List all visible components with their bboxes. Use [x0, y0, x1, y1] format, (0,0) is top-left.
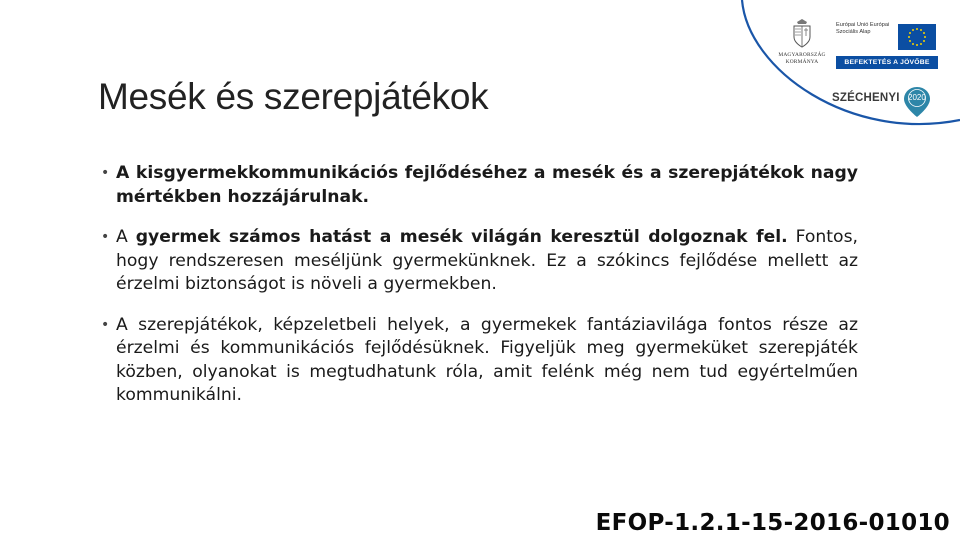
- government-line1: MAGYARORSZÁG: [778, 52, 826, 58]
- eu-text: Európai Unió Európai Szociális Alap: [836, 22, 890, 35]
- szechenyi-logo: [832, 90, 942, 124]
- bullet-list: [98, 162, 858, 421]
- location-pin-icon: [902, 86, 932, 118]
- project-code: EFOP-1.2.1-15-2016-01010: [595, 510, 950, 536]
- eu-logo: [836, 22, 938, 70]
- eu-banner: BEFEKTETÉS A JÖVŐBE: [836, 56, 938, 69]
- logo-area: [0, 0, 960, 140]
- bullet-text: A: [116, 227, 136, 248]
- szechenyi-text: SZÉCHENYI: [832, 92, 900, 104]
- bullet-bold-text: gyermek számos hatást a mesék világán keresztül dolgoznak fel.: [135, 227, 788, 248]
- government-line2: KORMÁNYA: [785, 58, 819, 65]
- bullet-item: [98, 314, 858, 408]
- szechenyi-year: 2020: [908, 93, 926, 102]
- eu-flag-icon: [898, 24, 936, 50]
- bullet-text: A szerepjátékok, képzeletbeli helyek, a gyermekek fantáziavilága fontos része az érzelmi és kommunikációs fejlődésüknek. Figyeljük meg gyermeküket szerepjáték közben, olyanokat is megtudhatunk róla, amit felénk még nem tud egyértelműen kommunikálni.: [116, 314, 858, 406]
- bullet-item: [98, 226, 858, 297]
- slide-title: Mesék és szerepjátékok: [98, 76, 489, 117]
- government-logo: [770, 18, 834, 76]
- bullet-bold-text: A kisgyermekkommunikációs fejlődéséhez a mesék és a szerepjátékok nagy mértékben hozzájárulnak.: [116, 163, 858, 207]
- bullet-item: [98, 162, 858, 209]
- coat-of-arms-icon: [791, 18, 813, 48]
- bullet-text: Fontos, hogy rendszeresen meséljünk gyermekünknek. Ez a szókincs fejlődése mellett az érzelmi biztonságot is növeli a gyermekben.: [116, 227, 858, 295]
